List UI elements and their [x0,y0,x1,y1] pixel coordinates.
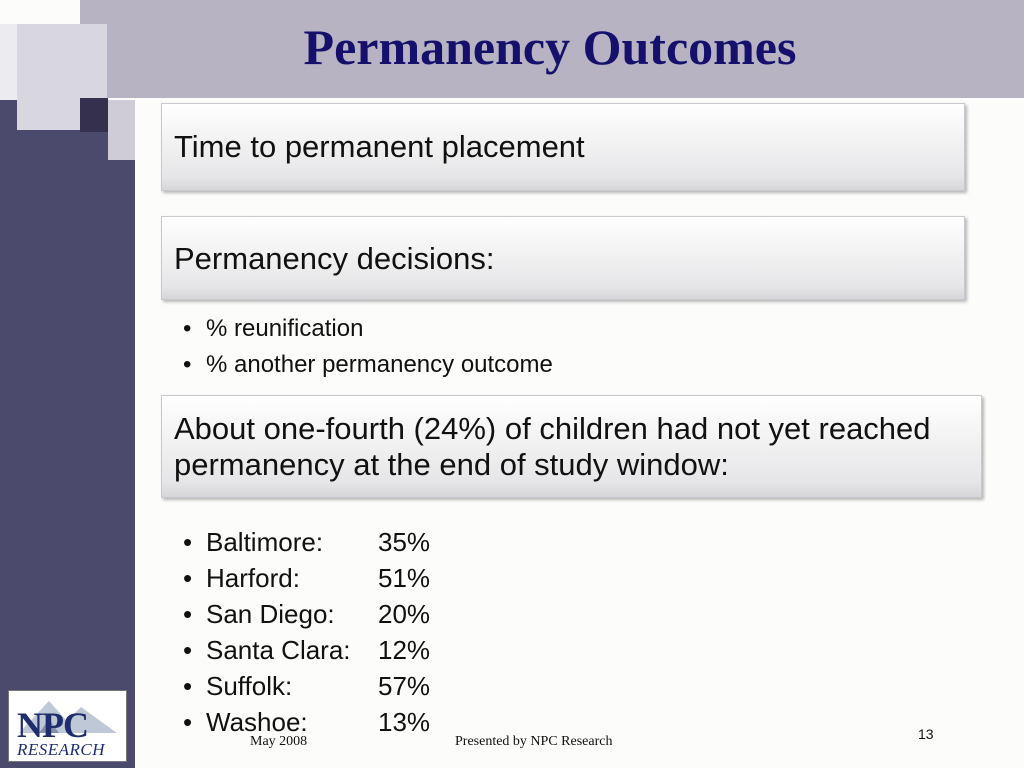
logo-research-text: RESEARCH [17,740,106,759]
permanency-decisions-box: Permanency decisions: [161,216,965,300]
decor-square-edge [0,24,17,100]
list-item [183,561,430,597]
site-name: Washoe: [206,707,308,737]
site-name: San Diego: [206,599,335,629]
site-name: Suffolk: [206,671,293,701]
list-item [183,633,430,669]
site-percent: 51% [378,563,431,593]
site-percent: 12% [378,635,431,665]
list-item: • % another permanency outcome [183,350,553,386]
site-name: Santa Clara: [206,635,351,665]
not-yet-permanent-box: About one-fourth (24%) of children had not yet reached permanency at the end of study window: [161,395,982,498]
list-item [183,525,430,561]
time-to-placement-box: Time to permanent placement [161,103,965,191]
sidebar-bar [0,100,135,768]
site-percent: 13% [378,707,431,737]
list-item [183,597,430,633]
site-percent: 35% [378,527,431,557]
site-percent: 20% [378,599,431,629]
site-percent: 57% [378,671,431,701]
site-name: Baltimore: [206,527,324,557]
decor-square-dark [80,98,108,132]
site-name: Harford: [206,563,300,593]
page-number: 13 [918,726,934,742]
slide-title: Permanency Outcomes [303,19,797,75]
decision-bullet-list [183,314,553,386]
decor-square-mid [108,100,135,160]
logo-npc-text: NPC [17,705,88,745]
list-item: • % reunification [183,314,553,350]
npc-research-logo [8,690,127,762]
footer-presenter: Presented by NPC Research [455,734,613,749]
list-item [183,669,430,705]
site-percent-list [183,525,430,741]
footer-date: May 2008 [250,734,308,749]
